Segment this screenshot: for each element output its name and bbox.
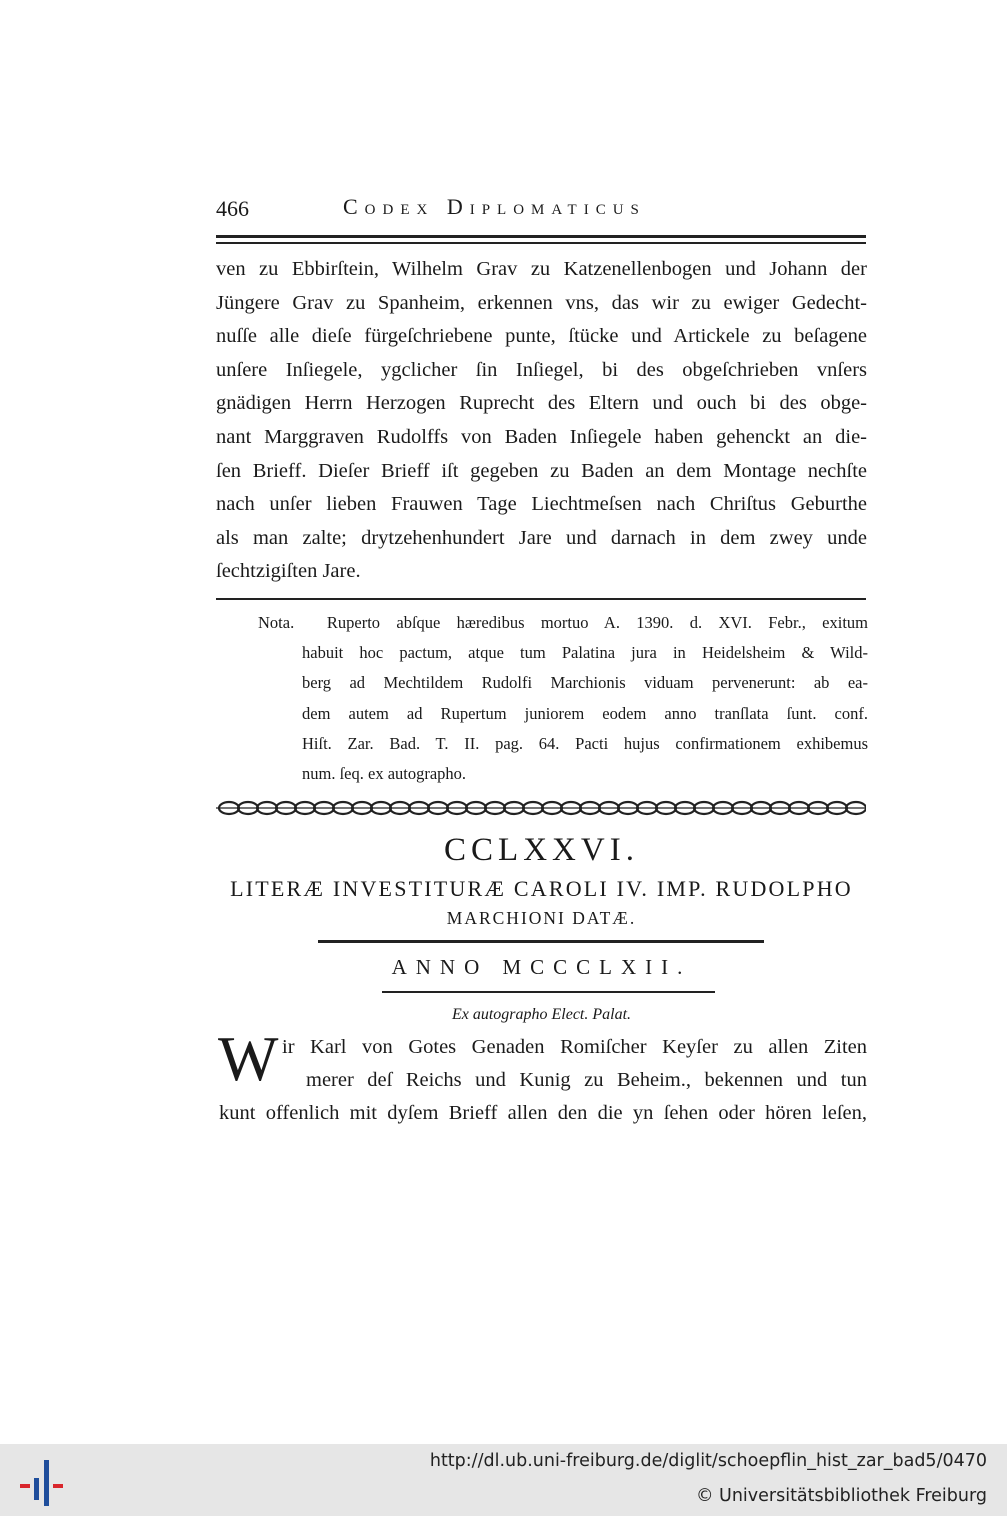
header-double-rule [216,235,866,244]
opening-line: kunt offenlich mit dyſem Brieff allen den die yn ſehen oder hören leſen, [219,1102,867,1124]
body-line: unſere Inſiegele, ygclicher ſin Inſiegel, bi des obgeſchrieben vnſers [216,358,867,381]
note-line: Hiſt. Zar. Bad. T. II. pag. 64. Pacti hujus confirmationem exhibemus [302,733,868,753]
title-rule [318,940,764,943]
document-source: Ex autographo Elect. Palat. [451,1006,632,1023]
body-line: nant Marggraven Rudolffs von Baden Inſiegele haben gehenckt an die- [216,425,867,448]
library-logo-icon [20,1456,70,1510]
ornamental-chain-divider [216,797,866,819]
opening-line: merer deſ Reichs und Kunig zu Beheim., bekennen und tun [306,1069,867,1091]
document-number: CCLXXVI. [444,832,639,868]
note-line: habuit hoc pactum, atque tum Palatina jura in Heidelsheim & Wild- [302,643,868,663]
body-line: als man zalte; drytzehenhundert Jare und darnach in dem zwey unde [216,526,867,549]
note-block [258,608,868,789]
opening-line: ir Karl von Gotes Genaden Romiſcher Keyſer zu allen Ziten [282,1036,867,1058]
body-line: gnädigen Herrn Herzogen Ruprecht des Eltern und ouch bi des obge- [216,392,867,415]
year-rule [382,991,715,993]
note-line [258,608,868,638]
footer-copyright: © Universitätsbibliothek Freiburg [695,1486,987,1506]
body-text [216,253,867,589]
document-title-continued: MARCHIONI DATÆ. [446,908,637,928]
note-text: Ruperto abſque hæredibus mortuo A. 1390. d. XVI. Febr., exitum [326,613,869,632]
note-line: berg ad Mechtildem Rudolfi Marchionis viduam pervenerunt: ab ea- [302,673,868,693]
body-line: ſen Brieff. Dieſer Brieff iſt gegeben zu Baden an dem Montage nechſte [216,459,867,482]
document-year: ANNO MCCCLXII. [391,955,692,979]
body-line: Jüngere Grav zu Spanheim, erkennen vns, das wir zu ewiger Gedecht- [216,291,867,314]
body-line: ven zu Ebbirſtein, Wilhelm Grav zu Katzenellenbogen und Johann der [216,258,867,280]
running-title: Codex Diplomaticus [343,194,646,219]
footer-url-link[interactable]: http://dl.ub.uni-freiburg.de/diglit/schoepflin_hist_zar_bad5/0470 [429,1451,987,1471]
document-title: LITERÆ INVESTITURÆ CAROLI IV. IMP. RUDOLPHO [230,876,853,901]
note-line: num. ſeq. ex autographo. [302,763,467,783]
drop-cap: W [218,1023,279,1094]
page-number: 466 [216,196,249,221]
body-line: nuſſe alle dieſe fürgeſchriebene punte, ſtücke und Artickele zu beſagene [216,325,867,348]
body-end-rule [216,598,866,600]
body-line: nach unſer lieben Frauwen Tage Liechtmeſsen nach Chriſtus Geburthe [216,493,867,516]
note-line: dem autem ad Rupertum juniorem eodem anno tranſlata ſunt. conf. [302,703,868,723]
body-line: ſechtzigiſten Jare. [216,560,361,583]
note-label: Nota. [258,613,295,632]
